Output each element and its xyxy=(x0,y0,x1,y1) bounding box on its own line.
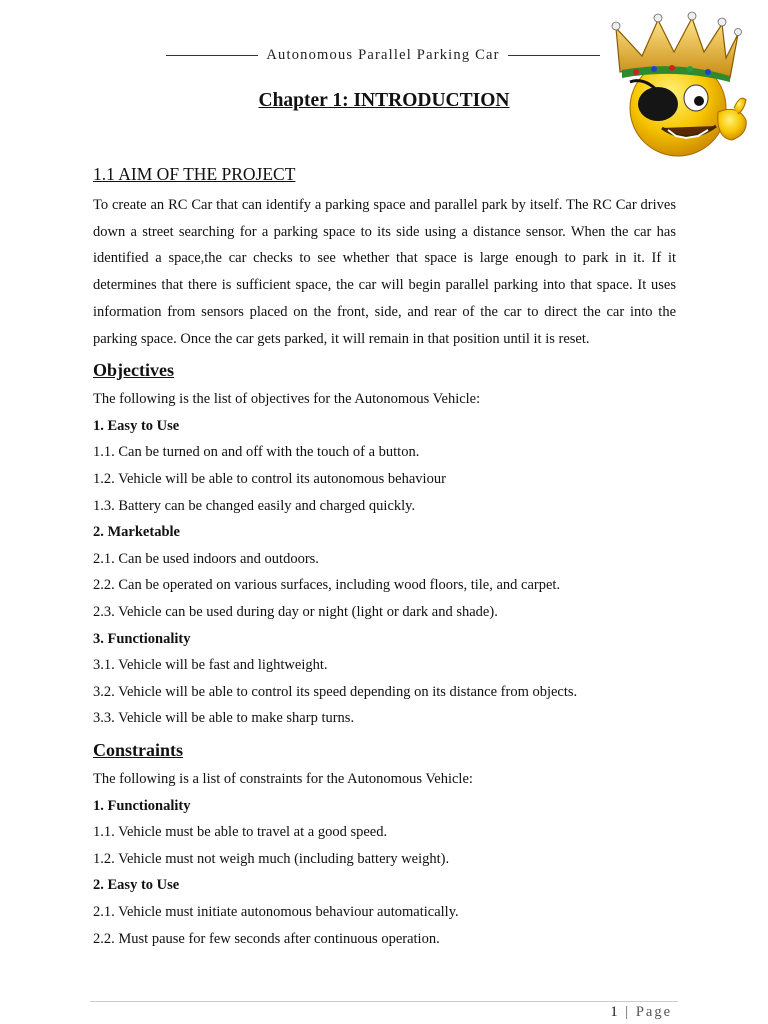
main-content xyxy=(93,162,676,952)
constraint-item: 2.1. Vehicle must initiate autonomous behaviour automatically. xyxy=(93,903,459,920)
running-header xyxy=(166,44,600,66)
aim-paragraph: To create an RC Car that can identify a parking space and parallel park by itself. The RC Car drives down a street searching for a parking space to its side using a distance sensor. When the car has identified a space,the car checks to see whether that space is large enough to park in it. If it determines that there is sufficient space, the car will begin parallel parking into that space. It uses information from sensors placed on the front, side, and rear of the car to direct the car into the parking space. Once the car gets parked, it will remain in that position until it is reset. xyxy=(93,197,676,347)
header-title: Autonomous Parallel Parking Car xyxy=(266,46,500,63)
chapter-title: Chapter 1: INTRODUCTION xyxy=(258,90,510,111)
objective-item: 1.3. Battery can be changed easily and charged quickly. xyxy=(93,497,416,514)
constraint-item: 2.2. Must pause for few seconds after continuous operation. xyxy=(93,930,440,947)
objective-group-title: 2. Marketable xyxy=(93,524,180,541)
crowned-pirate-smiley-icon xyxy=(606,8,764,160)
section-heading-aim: 1.1 AIM OF THE PROJECT xyxy=(93,164,296,184)
objectives-intro: The following is the list of objectives for the Autonomous Vehicle: xyxy=(93,391,481,408)
footer-rule xyxy=(90,1001,678,1002)
section-heading-constraints: Constraints xyxy=(93,739,184,760)
header-rule-right xyxy=(508,55,600,56)
page-footer xyxy=(610,1004,672,1021)
constraint-group-title: 2. Easy to Use xyxy=(93,877,180,894)
header-rule-left xyxy=(166,55,258,56)
objective-item: 2.2. Can be operated on various surfaces, including wood floors, tile, and carpet. xyxy=(93,577,561,594)
constraint-item: 1.1. Vehicle must be able to travel at a good speed. xyxy=(93,824,388,841)
objective-item: 3.2. Vehicle will be able to control its speed depending on its distance from objects. xyxy=(93,683,578,700)
objective-item: 1.2. Vehicle will be able to control its autonomous behaviour xyxy=(93,471,446,487)
objective-item: 2.3. Vehicle can be used during day or night (light or dark and shade). xyxy=(93,603,498,620)
constraint-group-title: 1. Functionality xyxy=(93,797,191,814)
objective-group-title: 1. Easy to Use xyxy=(93,417,180,434)
constraints-intro: The following is a list of constraints for the Autonomous Vehicle: xyxy=(93,770,473,787)
objective-item: 1.1. Can be turned on and off with the touch of a button. xyxy=(93,444,420,461)
page-separator: | xyxy=(619,1004,636,1020)
objective-item: 2.1. Can be used indoors and outdoors. xyxy=(93,550,319,567)
page-number: 1 xyxy=(610,1004,620,1020)
objective-group-title: 3. Functionality xyxy=(93,630,191,647)
objective-item: 3.1. Vehicle will be fast and lightweight. xyxy=(93,657,328,674)
constraint-item: 1.2. Vehicle must not weigh much (including battery weight). xyxy=(93,850,450,867)
section-heading-objectives: Objectives xyxy=(93,360,174,381)
objective-item: 3.3. Vehicle will be able to make sharp turns. xyxy=(93,710,355,727)
page-label: Page xyxy=(635,1004,672,1020)
